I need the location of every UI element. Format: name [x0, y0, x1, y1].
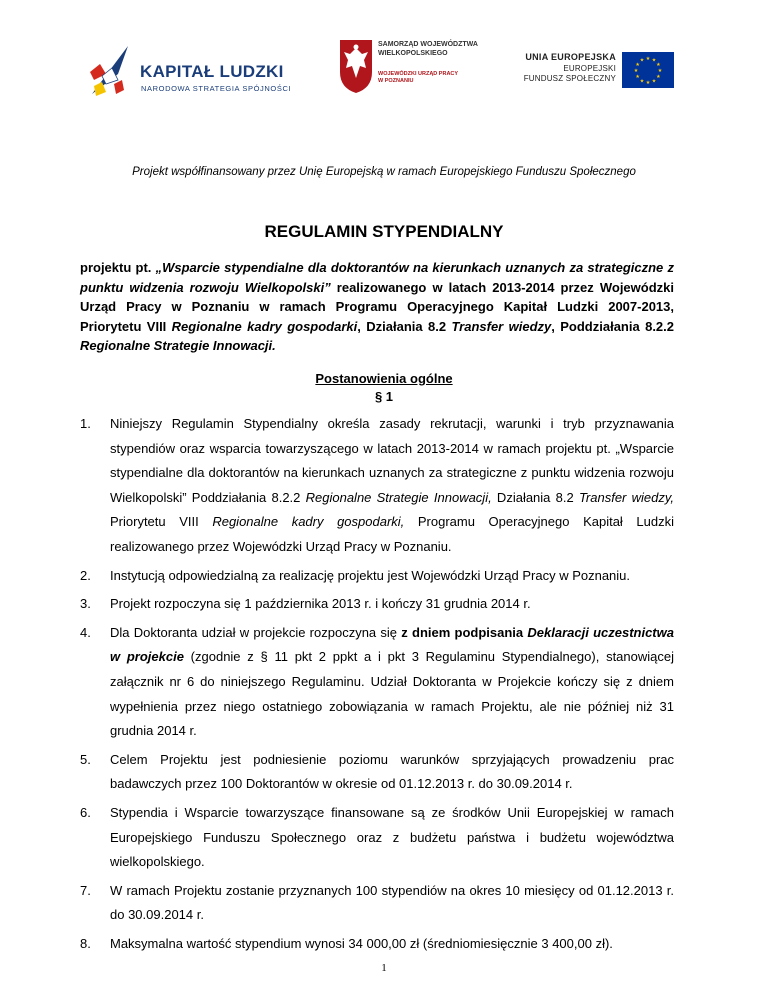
item-text: W ramach Projektu zostanie przyznanych 100 stypendiów na okres 10 miesięcy od 01.12.2013 r. do 30.09.2014 r. — [110, 882, 674, 923]
item-text: Celem Projektu jest podniesienie poziomu warunków sprzyjających prowadzeniu prac badawczych przez 100 Doktorantów w okresie od 01.12.2013 r. do 30.09.2014 r. — [110, 751, 674, 792]
eu-flag-icon — [622, 52, 674, 88]
section-heading — [0, 370, 768, 406]
item-text-bold: z dniem podpisania — [401, 624, 528, 640]
svg-text:★: ★ — [633, 68, 639, 74]
svg-text:★: ★ — [645, 56, 651, 62]
provisions-list — [80, 412, 674, 960]
list-item — [80, 748, 674, 797]
eu-title: UNIA EUROPEJSKA — [525, 52, 616, 62]
item-number: 4. — [80, 624, 91, 640]
wup-line2: W POZNANIU — [378, 78, 414, 84]
kapital-ludzki-logo — [88, 44, 298, 100]
list-item — [80, 564, 674, 589]
item-text: Stypendia i Wsparcie towarzyszące finansowane są ze środków Unii Europejskiej w ramach Europejskiego Funduszu Społecznego oraz z budżetu państwa i budżetu województwa wielkopolskiego. — [110, 804, 674, 870]
svg-text:★: ★ — [635, 62, 640, 68]
intro-part: projektu pt. — [80, 260, 156, 275]
svg-text:★: ★ — [639, 57, 645, 64]
document-title: REGULAMIN STYPENDIALNY — [264, 222, 504, 241]
svg-text:★: ★ — [645, 80, 651, 86]
cofinancing-note: Projekt współfinansowany przez Unię Europejską w ramach Europejskiego Funduszu Społecznego — [132, 166, 636, 178]
intro-part: , Działania 8.2 — [357, 318, 452, 334]
header-logos — [0, 38, 768, 108]
item-text-italic: Transfer wiedzy, — [578, 489, 674, 505]
intro-part: realizowanego w latach 2013-2014 przez Wojewódzki Urząd Pracy w Poznaniu w ramach Programu Operacyjnego Kapitał Ludzki 2007-2013, Priorytetu VIII — [80, 279, 674, 334]
measure-name: Transfer wiedzy — [451, 318, 552, 334]
item-number: 2. — [80, 567, 91, 583]
wup-line1: WOJEWÓDZKI URZĄD PRACY — [378, 71, 459, 77]
list-item — [80, 932, 674, 957]
svg-text:★: ★ — [651, 57, 657, 64]
priority-name: Regionalne kadry gospodarki — [171, 318, 358, 334]
item-text: Programu Operacyjnego Kapitał Ludzki realizowanego przez Wojewódzki Urząd Pracy w Poznaniu. — [110, 514, 674, 554]
project-description — [80, 258, 674, 356]
item-text: Dla Doktoranta udział w projekcie rozpoczyna się — [110, 624, 402, 640]
list-item — [80, 592, 674, 617]
wup-name — [378, 71, 458, 85]
item-text: Instytucją odpowiedzialną za realizację projektu jest Wojewódzki Urząd Pracy w Poznaniu. — [110, 567, 631, 583]
svg-text:★: ★ — [639, 78, 645, 85]
samorzad-line1: SAMORZĄD WOJEWÓDZTWA — [378, 41, 478, 48]
declaration-name: Deklaracji uczestnictwa w projekcie — [110, 624, 674, 665]
item-text: Priorytetu VIII — [110, 514, 213, 530]
eu-logo — [504, 52, 674, 104]
samorzad-line2: WIELKOPOLSKIEGO — [378, 50, 448, 57]
submeasure-name: Regionalne Strategie Innowacji. — [80, 338, 276, 353]
item-number: 7. — [80, 882, 91, 898]
svg-text:★: ★ — [656, 62, 661, 68]
list-item — [80, 412, 674, 560]
section-title: Postanowienia ogólne — [315, 371, 453, 386]
kapital-ludzki-title: KAPITAŁ LUDZKI — [140, 62, 284, 81]
item-text: Niniejszy Regulamin Stypendialny określa zasady rekrutacji, warunki i tryb przyznawania stypendiów oraz wsparcia towarzyszącego w latach 2013-2014 w ramach projektu pt. „Wsparcie stypendialne dla doktorantów na kierunkach uznanych za strategiczne z punktu widzenia rozwoju Wielkopolski” Poddziałania 8.2.2 — [110, 416, 674, 505]
eu-subtitle-line1: EUROPEJSKI — [563, 64, 616, 73]
item-text: Projekt rozpoczyna się 1 października 2013 r. i kończy 31 grudnia 2014 r. — [110, 596, 531, 612]
kapital-ludzki-emblem-icon — [88, 44, 140, 100]
svg-text:★: ★ — [651, 78, 657, 85]
list-item — [80, 879, 674, 928]
eu-subtitle-line2: FUNDUSZ SPOŁECZNY — [523, 74, 616, 83]
project-name: „Wsparcie stypendialne dla doktorantów na kierunkach uznanych za strategiczne z punktu widzenia rozwoju Wielkopolski” — [80, 260, 674, 295]
eu-subtitle — [524, 64, 616, 84]
item-number: 6. — [80, 804, 91, 820]
kapital-ludzki-subtitle: NARODOWA STRATEGIA SPÓJNOŚCI — [141, 84, 292, 93]
intro-part: , Poddziałania 8.2.2 — [551, 318, 674, 334]
svg-text:★: ★ — [656, 74, 661, 80]
page-number: 1 — [381, 962, 387, 974]
samorzad-logo — [338, 38, 488, 106]
item-text: (zgodnie z § 11 pkt 2 ppkt a i pkt 3 Regulaminu Stypendialnego), stanowiącej załącznik nr 6 do niniejszego Regulaminu. Udział Doktoranta w Projekcie kończy się z dniem wypełnienia przez niego ostatniego zobowiązania w ramach Projektu, ale nie później niż 31 grudnia 2014 r. — [110, 649, 674, 739]
item-number: 8. — [80, 935, 91, 951]
svg-text:★: ★ — [657, 68, 663, 74]
item-text: Maksymalna wartość stypendium wynosi 34 000,00 zł (średniomiesięcznie 3 400,00 zł). — [110, 935, 613, 951]
paragraph-number: § 1 — [374, 389, 394, 404]
list-item — [80, 801, 674, 875]
item-number: 3. — [80, 596, 91, 612]
item-number: 5. — [80, 751, 91, 767]
samorzad-name — [378, 40, 478, 58]
item-text-italic: Regionalne kadry gospodarki, — [212, 514, 405, 530]
item-text: Działania 8.2 — [491, 489, 579, 505]
svg-text:★: ★ — [635, 74, 640, 80]
wielkopolska-coat-of-arms-icon — [338, 38, 374, 94]
list-item — [80, 621, 674, 744]
item-number: 1. — [80, 416, 91, 431]
item-text-italic: Regionalne Strategie Innowacji, — [305, 489, 492, 505]
